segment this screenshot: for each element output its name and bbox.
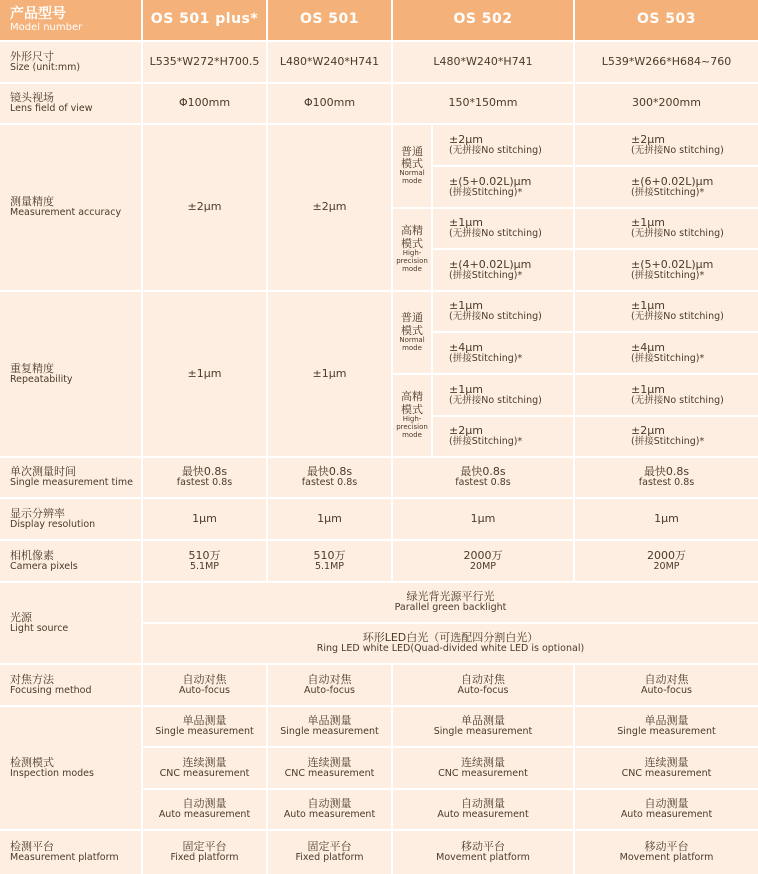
model-name: OS 501 [299,11,360,28]
label-cn: 相机像素 [10,548,54,562]
value-cn: 绿光背光源平行光 [406,590,495,604]
value: ±2μm [449,132,483,146]
accuracy-503-normal-nostitch [575,125,758,165]
row-label-light [0,583,141,663]
label-cn: 光源 [10,610,32,624]
value: ±4μm [449,340,483,354]
label-cn: 检测平台 [10,840,54,854]
value-note: (拼接Stitching)* [449,269,523,281]
value-en: Movement platform [619,852,714,864]
label-en: Measurement accuracy [10,207,122,219]
inspection-auto [268,790,391,829]
label-cn: 重复精度 [10,361,54,375]
value-cn: 510万 [313,548,346,562]
value-cn: 2000万 [463,548,503,562]
value-en: CNC measurement [284,767,375,779]
light-ringled [143,624,758,663]
mode-en: Normal mode [399,335,425,352]
value-note: (无拼接No stitching) [631,394,724,406]
size-value: L480*W240*H741 [268,42,391,82]
row-label-accuracy [0,125,141,290]
accuracy-value: ±2μm [143,125,266,290]
value-en: 5.1MP [189,560,220,572]
value-en: Fixed platform [295,852,364,864]
focus-value [143,665,266,705]
accuracy-503-hp-nostitch [575,209,758,248]
value-en: Fixed platform [170,852,239,864]
value-cn: 自动对焦 [461,672,505,686]
platform-value [393,831,573,874]
value-en: CNC measurement [438,767,528,779]
repeat-502-normal-nostitch [433,292,573,331]
accuracy-hp-mode [393,209,431,290]
mode-cn: 高精 模式 [401,224,423,250]
value-en: CNC measurement [159,767,250,779]
label-en: Focusing method [10,684,92,696]
resolution-value: 1μm [143,499,266,539]
value-cn: 最快0.8s [181,465,228,479]
platform-value [268,831,391,874]
inspection-auto [143,790,266,829]
value: ±1μm [449,216,483,230]
light-backlight [143,583,758,622]
value-en: Single measurement [280,726,379,738]
value-en: Auto measurement [620,809,713,821]
label-en: Lens field of view [10,103,93,115]
row-label-camera [0,541,141,581]
inspection-cnc [393,748,573,788]
fov-value: Φ100mm [143,84,266,123]
resolution-value: 1μm [268,499,391,539]
mode-cn: 普通 模式 [401,311,423,337]
value: ±1μm [449,299,483,313]
value-cn: 连续测量 [182,755,227,769]
value-cn: 固定平台 [307,840,352,854]
value-cn: 单品测量 [182,714,227,728]
focus-value [268,665,391,705]
accuracy-503-hp-stitch [575,250,758,290]
accuracy-502-normal-nostitch [433,125,573,165]
value-en: fastest 0.8s [176,477,233,489]
value-cn: 移动平台 [644,840,689,854]
camera-value [143,541,266,581]
time-value [393,458,573,497]
label-cn: 对焦方法 [10,672,54,686]
accuracy-502-hp-nostitch [433,209,573,248]
size-value: L535*W272*H700.5 [143,42,266,82]
value-cn: 自动测量 [182,797,227,811]
label-cn: 单次测量时间 [10,465,76,479]
value-cn: 自动测量 [461,797,505,811]
value-note: (拼接Stitching)* [449,186,523,198]
fov-value: 150*150mm [393,84,573,123]
value-cn: 自动对焦 [182,672,227,686]
value-cn: 连续测量 [461,755,505,769]
value-note: (无拼接No stitching) [449,394,542,406]
value-note: (无拼接No stitching) [631,228,724,240]
value-note: (拼接Stitching)* [631,269,705,281]
header-label [0,0,141,40]
platform-value [143,831,266,874]
mode-cn: 普通 模式 [401,144,423,171]
repeat-503-hp-stitch [575,417,758,456]
value-en: Auto-focus [457,684,509,696]
value: ±2μm [631,132,665,146]
inspection-single [268,707,391,746]
fov-value: Φ100mm [268,84,391,123]
value-en: Ring LED white LED(Quad-divided white LED is optional) [316,643,585,655]
repeat-value: ±1μm [268,292,391,456]
row-label-repeatability [0,292,141,456]
model-name: OS 503 [636,11,697,28]
header-model-3 [393,0,573,40]
accuracy-503-normal-stitch [575,167,758,207]
value-note: (无拼接No stitching) [631,144,724,156]
value-en: Auto-focus [178,684,230,696]
model-name: OS 502 [453,11,513,28]
accuracy-502-hp-stitch [433,250,573,290]
value-en: fastest 0.8s [301,477,358,489]
repeat-503-hp-nostitch [575,375,758,415]
value: ±1μm [449,382,483,396]
value-cn: 2000万 [647,548,686,562]
size-value: L480*W240*H741 [393,42,573,82]
value-cn: 移动平台 [461,840,505,854]
repeat-502-normal-stitch [433,333,573,373]
inspection-single [143,707,266,746]
row-label-inspection [0,707,141,829]
inspection-auto [393,790,573,829]
value: ±1μm [631,382,665,396]
row-label-time [0,458,141,497]
focus-value [393,665,573,705]
platform-value [575,831,758,874]
value-en: fastest 0.8s [455,477,511,489]
row-label-platform [0,831,141,874]
value-cn: 最快0.8s [306,465,353,479]
label-en: Single measurement time [10,477,133,489]
label-en: Measurement platform [10,852,119,864]
value: ±1μm [631,299,665,313]
value-en: Single measurement [155,726,254,738]
label-cn: 镜头视场 [10,91,54,105]
time-value [268,458,391,497]
header-model-2 [268,0,391,40]
inspection-single [575,707,758,746]
inspection-cnc [268,748,391,788]
model-name: OS 501 plus* [150,11,259,28]
size-value: L539*W266*H684~760 [575,42,758,82]
value-en: Single measurement [433,726,533,738]
label-cn: 显示分辨率 [10,506,65,520]
inspection-cnc [143,748,266,788]
label-en: Inspection modes [10,767,94,779]
value-en: 5.1MP [314,560,345,572]
header-label-en: Model number [10,22,83,34]
value: ±(4+0.02L)μm [449,257,532,271]
header-model-4 [575,0,758,40]
value-cn: 环形LED白光（可选配四分割白光） [362,631,539,645]
label-en: Size (unit:mm) [10,61,81,73]
label-en: Repeatability [10,373,73,385]
row-label-focus [0,665,141,705]
inspection-single [393,707,573,746]
value-en: Auto measurement [158,809,251,821]
value-note: (无拼接No stitching) [631,311,724,323]
time-value [575,458,758,497]
value-cn: 固定平台 [182,840,227,854]
value-en: 20MP [469,560,496,572]
resolution-value: 1μm [393,499,573,539]
value-cn: 510万 [188,548,221,562]
accuracy-502-normal-stitch [433,167,573,207]
value-cn: 单品测量 [644,714,689,728]
label-en: Light source [10,622,69,634]
label-cn: 测量精度 [10,195,54,209]
value-en: Auto measurement [437,809,529,821]
value-en: Single measurement [617,726,716,738]
value-cn: 连续测量 [644,755,689,769]
value: ±4μm [631,340,665,354]
resolution-value: 1μm [575,499,758,539]
row-label-fov [0,84,141,123]
inspection-cnc [575,748,758,788]
repeat-503-normal-nostitch [575,292,758,331]
value: ±2μm [631,424,665,438]
header-model-1 [143,0,266,40]
repeat-502-hp-nostitch [433,375,573,415]
value-note: (拼接Stitching)* [449,352,523,364]
row-label-size [0,42,141,82]
value-cn: 自动对焦 [307,672,352,686]
value-cn: 自动测量 [644,797,689,811]
repeat-502-hp-stitch [433,417,573,456]
label-en: Camera pixels [10,560,78,572]
value-note: (无拼接No stitching) [449,228,542,240]
inspection-auto [575,790,758,829]
value-en: Auto-focus [303,684,355,696]
time-value [143,458,266,497]
value-note: (拼接Stitching)* [631,186,705,198]
value: ±(6+0.02L)μm [631,174,714,188]
value-cn: 自动测量 [307,797,352,811]
value-cn: 最快0.8s [643,465,690,479]
value-note: (无拼接No stitching) [449,144,542,156]
value-en: 20MP [653,560,680,572]
value-cn: 最快0.8s [460,465,506,479]
value-en: CNC measurement [621,767,712,779]
value-en: Auto-focus [640,684,692,696]
focus-value [575,665,758,705]
accuracy-normal-mode [393,125,431,207]
value-cn: 单品测量 [307,714,352,728]
value-note: (无拼接No stitching) [449,311,542,323]
value: ±(5+0.02L)μm [631,257,714,271]
value-cn: 自动对焦 [644,672,689,686]
mode-en: Normal mode [399,169,425,186]
value-en: Auto measurement [283,809,376,821]
header-label-cn: 产品型号 [10,5,66,22]
camera-value [393,541,573,581]
value-en: Parallel green backlight [394,602,507,614]
camera-value [575,541,758,581]
repeat-normal-mode [393,292,431,373]
repeat-503-normal-stitch [575,333,758,373]
label-en: Display resolution [10,518,96,530]
repeat-value: ±1μm [143,292,266,456]
value-en: fastest 0.8s [638,477,695,489]
value-cn: 单品测量 [461,714,505,728]
label-cn: 外形尺寸 [10,49,54,63]
row-label-resolution [0,499,141,539]
fov-value: 300*200mm [575,84,758,123]
mode-cn: 高精 模式 [401,390,423,416]
value-note: (拼接Stitching)* [449,436,523,448]
value-cn: 连续测量 [307,755,352,769]
value: ±1μm [631,216,665,230]
value-note: (拼接Stitching)* [631,436,705,448]
repeat-hp-mode [393,375,431,456]
camera-value [268,541,391,581]
value: ±(5+0.02L)μm [449,174,532,188]
value: ±2μm [449,424,483,438]
mode-en: High- precision mode [396,415,428,439]
mode-en: High- precision mode [396,249,428,273]
value-en: Movement platform [436,852,530,864]
accuracy-value: ±2μm [268,125,391,290]
label-cn: 检测模式 [10,755,54,769]
value-note: (拼接Stitching)* [631,352,705,364]
